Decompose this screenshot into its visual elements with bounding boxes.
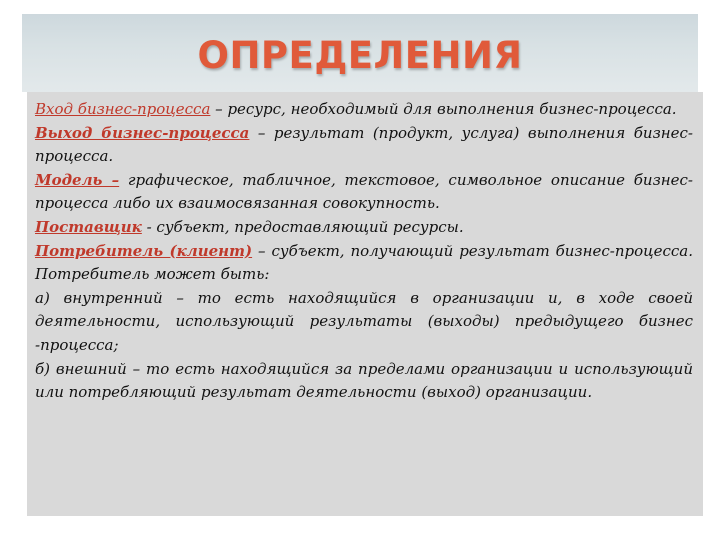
term-supplier: Поставщик — [35, 217, 142, 236]
definition-output-text: – результат (продукт, услуга) выполнения бизнес-процесса. — [35, 123, 693, 166]
term-input: Вход бизнес-процесса — [35, 100, 211, 118]
slide-title: ОПРЕДЕЛЕНИЯ — [197, 34, 523, 77]
definitions-box — [27, 92, 703, 516]
definition-input-text: – ресурс, необходимый для выполнения бизнес-процесса. — [210, 100, 677, 118]
term-output: Выход бизнес-процесса — [35, 123, 250, 142]
definition-consumer — [35, 240, 693, 287]
definition-supplier — [35, 216, 693, 240]
definition-model — [35, 169, 693, 216]
consumer-type-external: б) внешний – то есть находящийся за пределами организации и использующий или потребляющий результат деятельности (выход) организации. — [35, 359, 693, 402]
definition-input — [35, 98, 693, 122]
definition-model-text: графическое, табличное, текстовое, символьное описание бизнес-процесса либо их взаимосвязанная совокупность. — [35, 170, 693, 213]
definition-consumer-text: – субъект, получающий результат бизнес-процесса. Потребитель может быть: — [35, 241, 693, 284]
term-consumer: Потребитель (клиент) — [35, 241, 253, 260]
definitions-text — [35, 98, 693, 405]
definition-output — [35, 122, 693, 169]
consumer-type-internal: а) внутренний – то есть находящийся в организации и, в ходе своей деятельности, использующий результаты (выходы) предыдущего бизнес -процесса; — [35, 288, 693, 354]
definition-supplier-text: - субъект, предоставляющий ресурсы. — [141, 217, 464, 236]
term-model: Модель – — [35, 170, 120, 189]
right-edge — [703, 92, 709, 516]
